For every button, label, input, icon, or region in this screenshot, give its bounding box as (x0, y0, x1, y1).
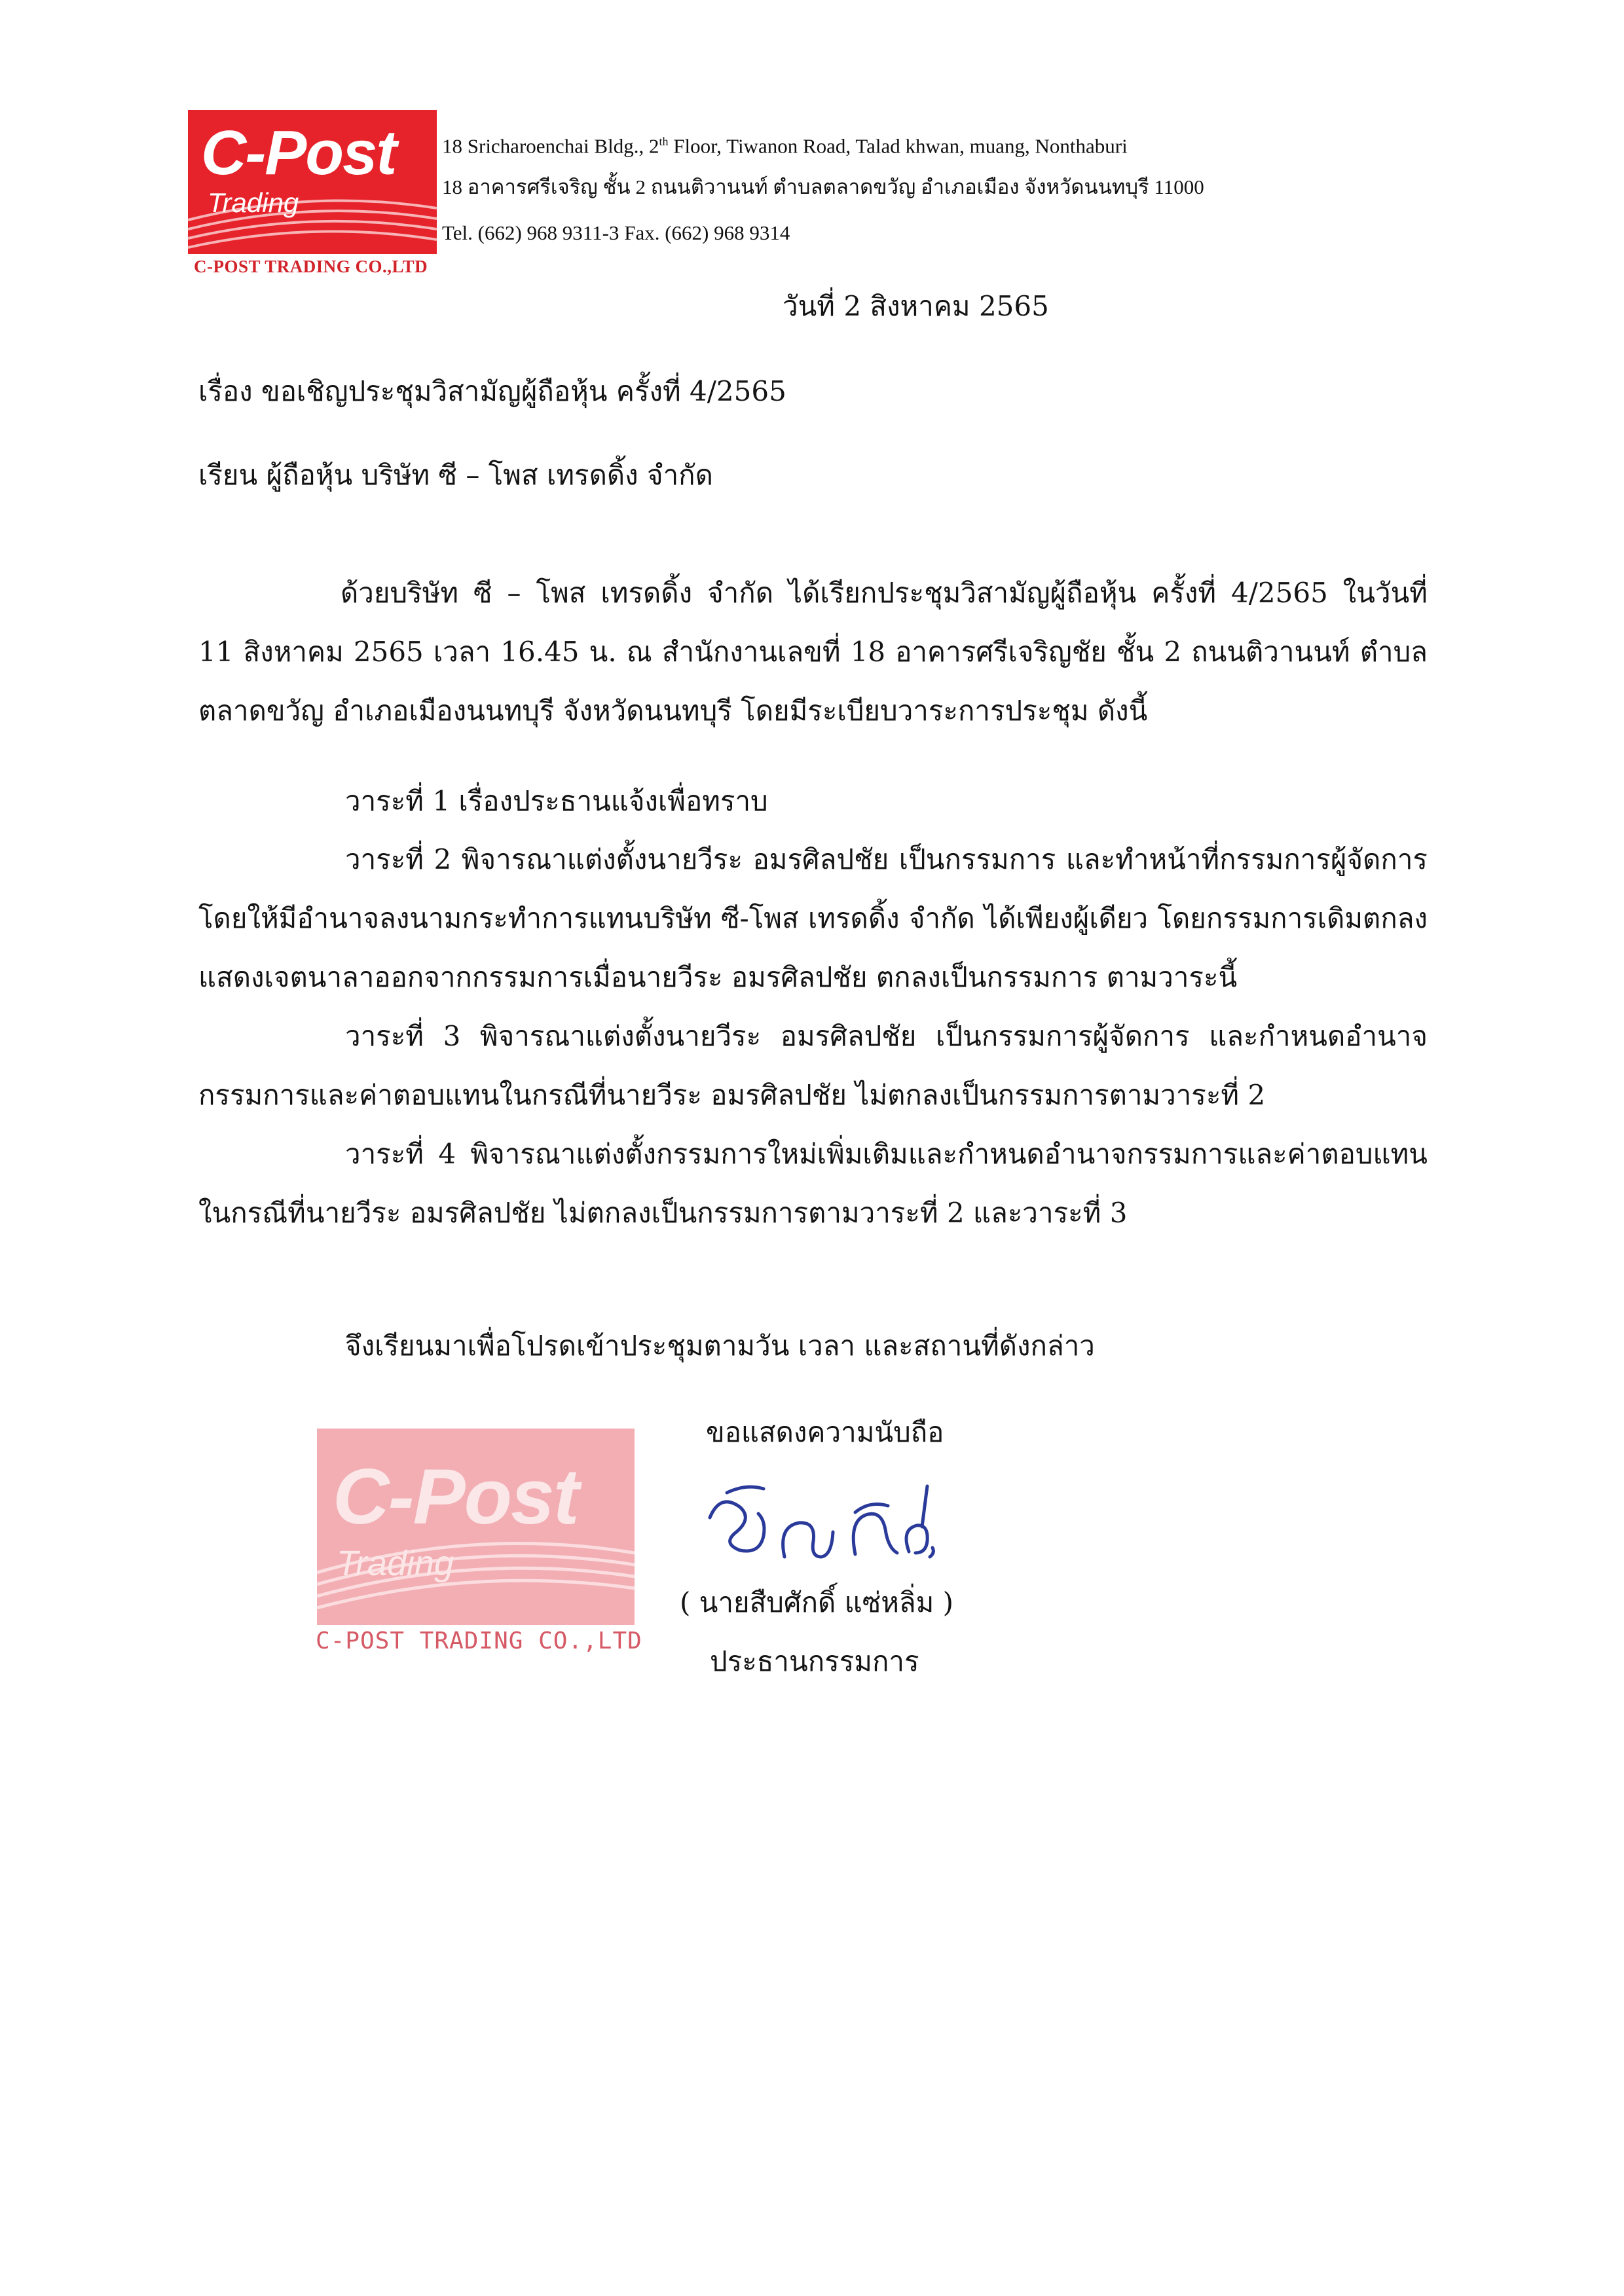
agenda-item-4-line-1: วาระที่ 4 พิจารณาแต่งตั้งกรรมการใหม่เพิ่มเติมและกำหนดอำนาจกรรมการและค่าตอบแทน (345, 1138, 1428, 1170)
contact-info: Tel. (662) 968 9311-3 Fax. (662) 968 9314 (442, 221, 790, 244)
agenda-item-2-line-2: โดยให้มีอำนาจลงนามกระทำการแทนบริษัท ซี-โพส เทรดดิ้ง จำกัด ได้เพียงผู้เดียว โดยกรรมการเดิมตกลง (198, 902, 1428, 934)
company-caption: C-POST TRADING CO.,LTD (194, 257, 428, 276)
stamp-main-text: C-Post (333, 1453, 578, 1540)
logo-sub-text: Trading (208, 187, 299, 218)
letter-date: วันที่ 2 สิงหาคม 2565 (783, 290, 1049, 322)
agenda-item-1: วาระที่ 1 เรื่องประธานแจ้งเพื่อทราบ (345, 785, 768, 817)
company-stamp (317, 1429, 635, 1625)
intro-line-2: 11 สิงหาคม 2565 เวลา 16.45 น. ณ สำนักงานเลขที่ 18 อาคารศรีเจริญชัย ชั้น 2 ถนนติวานนท์ ตำบล (198, 636, 1428, 668)
address-en-sup: th (659, 135, 669, 148)
closing-text: จึงเรียนมาเพื่อโปรดเข้าประชุมตามวัน เวลา และสถานที่ดังกล่าว (345, 1330, 1095, 1362)
address-th: 18 อาคารศรีเจริญ ชั้น 2 ถนนติวานนท์ ตำบลตลาดขวัญ อำเภอเมือง จังหวัดนนทบุรี 11000 (442, 175, 1204, 198)
agenda-item-3-line-2: กรรมการและค่าตอบแทนในกรณีที่นายวีระ อมรศิลปชัย ไม่ตกลงเป็นกรรมการตามวาระที่ 2 (198, 1079, 1266, 1111)
logo-main-text: C-Post (201, 118, 396, 188)
letter-salutation: เรียน ผู้ถือหุ้น บริษัท ซี – โพส เทรดดิ้ง จำกัด (198, 459, 713, 491)
agenda-item-4-line-2: ในกรณีที่นายวีระ อมรศิลปชัย ไม่ตกลงเป็นกรรมการตามวาระที่ 2 และวาระที่ 3 (198, 1197, 1128, 1229)
intro-line-1: ด้วยบริษัท ซี – โพส เทรดดิ้ง จำกัด ได้เรียกประชุมวิสามัญผู้ถือหุ้น ครั้งที่ 4/2565 ในวันที่ (341, 577, 1428, 609)
intro-line-3: ตลาดขวัญ อำเภอเมืองนนทบุรี จังหวัดนนทบุรี โดยมีระเบียบวาระการประชุม ดังนี้ (198, 695, 1148, 727)
stamp-caption: C-POST TRADING CO.,LTD (316, 1628, 642, 1654)
letter-subject: เรื่อง ขอเชิญประชุมวิสามัญผู้ถือหุ้น ครั้งที่ 4/2565 (198, 375, 786, 407)
regards-text: ขอแสดงความนับถือ (706, 1416, 944, 1448)
agenda-item-3-line-1: วาระที่ 3 พิจารณาแต่งตั้งนายวีระ อมรศิลปชัย เป็นกรรมการผู้จัดการ และกำหนดอำนาจ (345, 1020, 1428, 1052)
address-en (442, 128, 1128, 159)
company-logo (188, 110, 437, 254)
address-en-suffix: Floor, Tiwanon Road, Talad khwan, muang, Nonthaburi (668, 134, 1128, 158)
signer-title: ประธานกรรมการ (710, 1645, 919, 1677)
stamp-sub-text: Trading (337, 1544, 454, 1583)
signature-icon (701, 1467, 950, 1584)
agenda-item-2-line-3: แสดงเจตนาลาออกจากกรรมการเมื่อนายวีระ อมรศิลปชัย ตกลงเป็นกรรมการ ตามวาระนี้ (198, 961, 1238, 993)
agenda-item-2-line-1: วาระที่ 2 พิจารณาแต่งตั้งนายวีระ อมรศิลปชัย เป็นกรรมการ และทำหน้าที่กรรมการผู้จัดการ (345, 843, 1428, 875)
address-en-prefix: 18 Sricharoenchai Bldg., 2 (442, 134, 659, 158)
signer-name: ( นายสืบศักดิ์ แซ่หลิ่ม ) (680, 1586, 954, 1618)
